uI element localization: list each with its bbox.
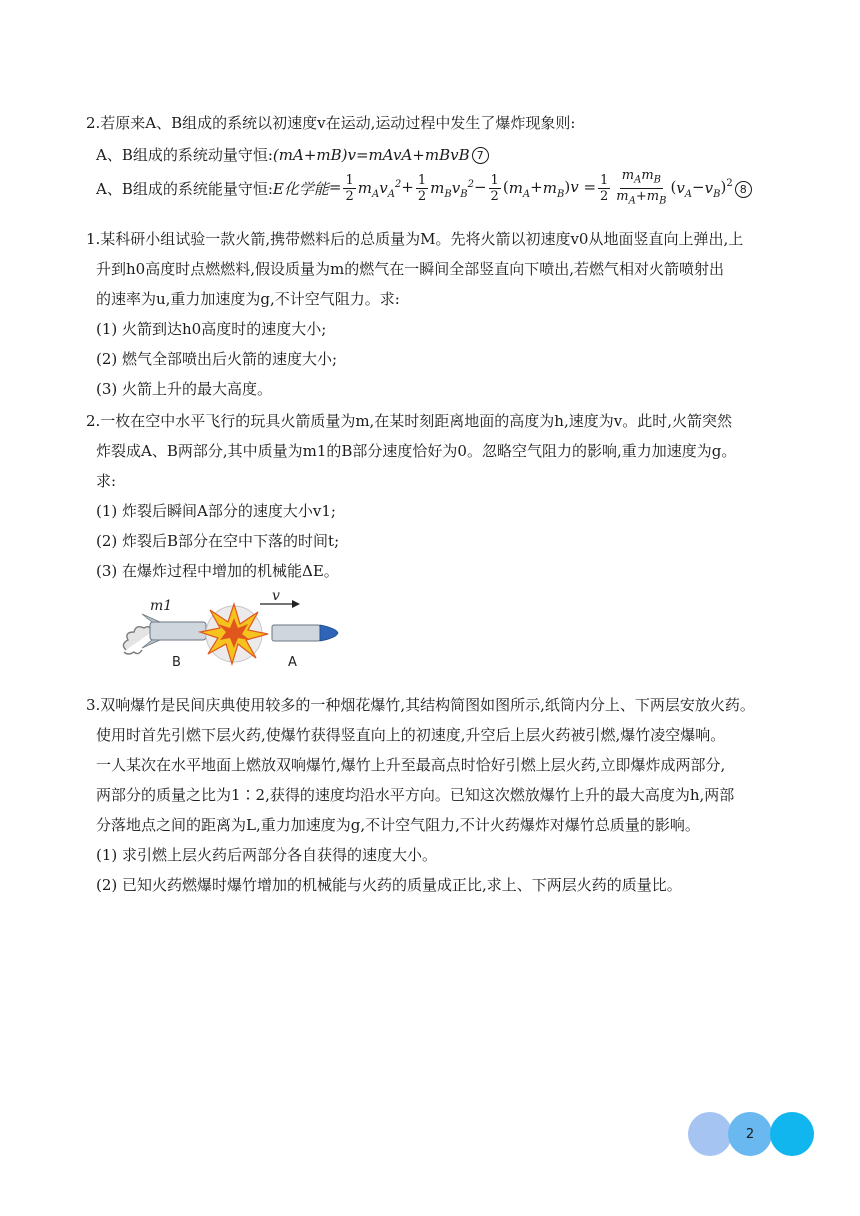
rocket-nose-cone bbox=[320, 625, 338, 641]
equation-tag-8: 8 bbox=[735, 181, 752, 198]
page-number-badge bbox=[728, 1112, 772, 1156]
rocket-part-a bbox=[272, 625, 320, 641]
intro-line: 2.若原来A、B组成的系统以初速度v在运动,运动过程中发生了爆炸现象则: bbox=[86, 114, 576, 132]
problem-2-question: (2) 炸裂后B部分在空中下落的时间t; bbox=[96, 532, 340, 550]
problem-1-question: (1) 火箭到达h0高度时的速度大小; bbox=[96, 320, 327, 338]
label-v: v bbox=[272, 590, 280, 604]
problem-2-question: (3) 在爆炸过程中增加的机械能ΔE。 bbox=[96, 562, 339, 580]
page-number: 2 bbox=[745, 1126, 755, 1142]
energy-label: A、B组成的系统能量守恒: bbox=[96, 180, 273, 198]
problem-2-line: 求: bbox=[96, 472, 117, 490]
problem-3-line: 3.双响爆竹是民间庆典使用较多的一种烟花爆竹,其结构简图如图所示,纸筒内分上、下两层安放火药。 bbox=[86, 696, 755, 714]
problem-1-question: (3) 火箭上升的最大高度。 bbox=[96, 380, 273, 398]
energy-equation-body: = $\frac{1}{2}$ $m_Av_A^2+$ $\frac{1}{2}$ $m_Bv_B^2-$ $\frac{1}{2}$ $(m_A+m_B)v$ = $\frac{1}{2}$ $\frac{m_Am_B}{m_A+m_B}$ $(v_A-v_B)^2$ bbox=[328, 168, 733, 207]
rocket-part-b bbox=[150, 622, 206, 640]
problem-3-line: 使用时首先引燃下层火药,使爆竹获得竖直向上的初速度,升空后上层火药被引燃,爆竹凌空爆响。 bbox=[96, 726, 726, 744]
intro-section bbox=[86, 108, 798, 206]
energy-equation-line bbox=[86, 168, 798, 207]
label-m1: m1 bbox=[150, 598, 173, 614]
rocket-explosion-figure bbox=[112, 590, 352, 672]
problem-1-line: 升到h0高度时点燃燃料,假设质量为m的燃气在一瞬间全部竖直向下喷出,若燃气相对火箭喷射出 bbox=[96, 260, 724, 278]
momentum-equation: (mA+mB)v=mAvA+mBvB bbox=[272, 146, 470, 164]
momentum-equation-line bbox=[86, 138, 798, 172]
problem-2 bbox=[86, 406, 798, 586]
problem-3-line: 分落地点之间的距离为L,重力加速度为g,不计空气阻力,不计火药爆炸对爆竹总质量的影响。 bbox=[96, 816, 700, 834]
problem-3 bbox=[86, 690, 798, 900]
problem-1-line: 的速率为u,重力加速度为g,不计空气阻力。求: bbox=[96, 290, 400, 308]
problem-3-line: 两部分的质量之比为1∶2,获得的速度均沿水平方向。已知这次燃放爆竹上升的最大高度为h,两部 bbox=[96, 786, 735, 804]
problem-2-question: (1) 炸裂后瞬间A部分的速度大小v1; bbox=[96, 502, 336, 520]
label-a: A bbox=[288, 655, 297, 670]
problem-2-line: 2.一枚在空中水平飞行的玩具火箭质量为m,在某时刻距离地面的高度为h,速度为v。此时,火箭突然 bbox=[86, 412, 732, 430]
equation-tag-7: 7 bbox=[472, 147, 489, 164]
label-b: B bbox=[172, 655, 181, 670]
problem-2-line: 炸裂成A、B两部分,其中质量为m1的B部分速度恰好为0。忽略空气阻力的影响,重力加速度为g。 bbox=[96, 442, 737, 460]
momentum-label: A、B组成的系统动量守恒: bbox=[96, 146, 273, 164]
page-badge-left bbox=[688, 1112, 732, 1156]
problem-3-question: (2) 已知火药燃爆时爆竹增加的机械能与火药的质量成正比,求上、下两层火药的质量比。 bbox=[96, 876, 682, 894]
problem-1 bbox=[86, 224, 798, 404]
page-badge-right bbox=[770, 1112, 814, 1156]
problem-1-question: (2) 燃气全部喷出后火箭的速度大小; bbox=[96, 350, 338, 368]
problem-3-question: (1) 求引燃上层火药后两部分各自获得的速度大小。 bbox=[96, 846, 438, 864]
energy-lhs: E化学能 bbox=[272, 180, 329, 198]
problem-3-line: 一人某次在水平地面上燃放双响爆竹,爆竹上升至最高点时恰好引燃上层火药,立即爆炸成两部分, bbox=[96, 756, 726, 774]
smoke-puff bbox=[123, 627, 152, 650]
problem-1-line: 1.某科研小组试验一款火箭,携带燃料后的总质量为M。先将火箭以初速度v0从地面竖直向上弹出,上 bbox=[86, 230, 744, 248]
